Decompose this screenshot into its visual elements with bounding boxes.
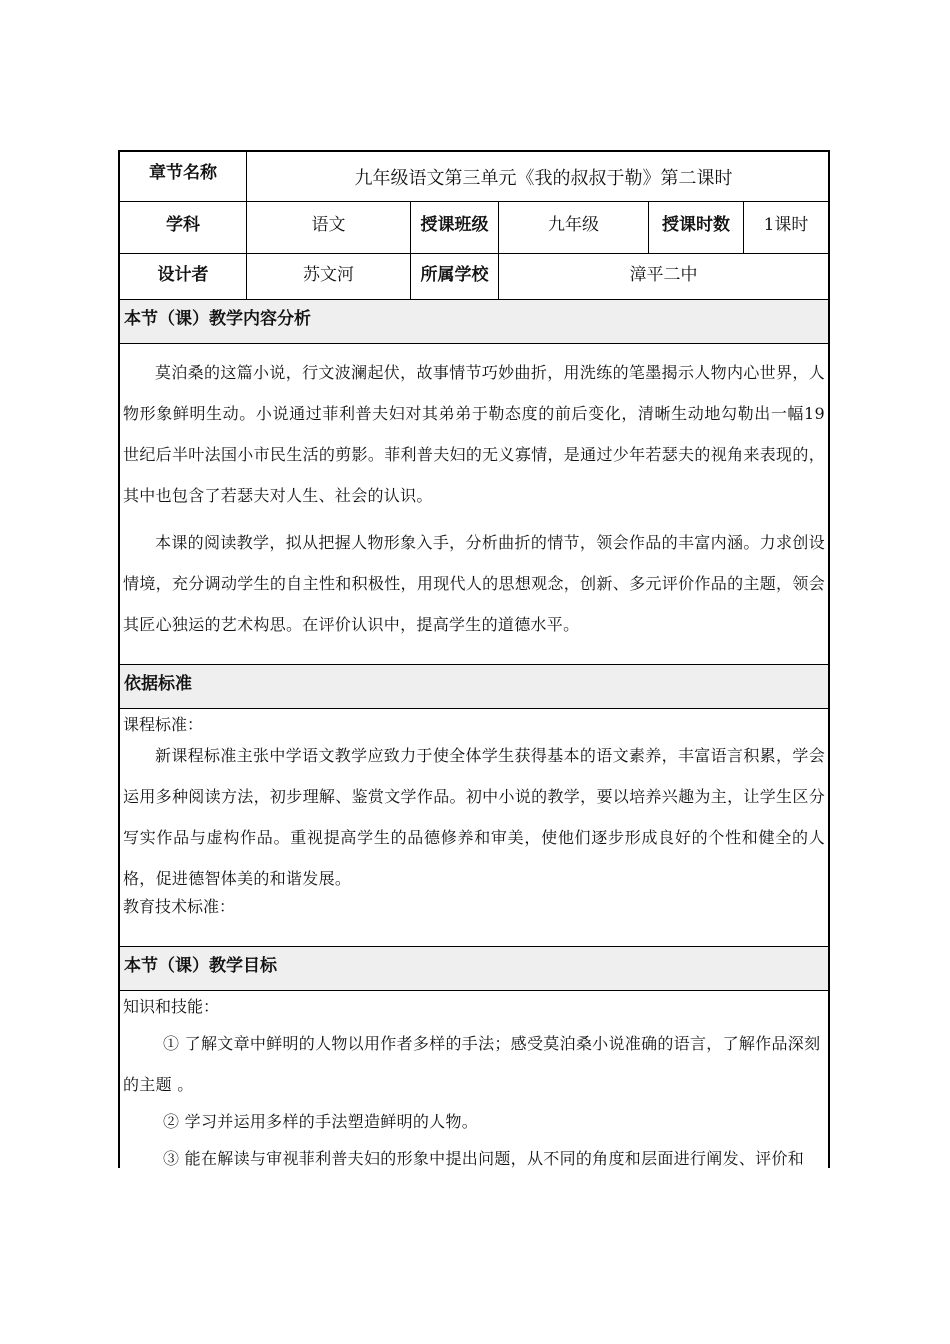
curriculum-text: 新课程标准主张中学语文教学应致力于使全体学生获得基本的语文素养，丰富语言积累，学会运用多种阅读方法，初步理解、鉴赏文学作品。初中小说的教学，要以培养兴趣为主，让学生区分写实作品与虚构作品。重视提高学生的品德修养和审美，使他们逐步形成良好的个性和健全的人格，促进德智体美的和谐发展。 (123, 746, 825, 888)
school-value: 漳平二中 (629, 265, 698, 285)
objective-item-1: ① 了解文章中鲜明的人物以用作者多样的手法；感受莫泊桑小说准确的语言，了解作品深刻的主题 。 (123, 1034, 821, 1094)
class-label: 授课班级 (411, 202, 499, 253)
subject-label: 学科 (120, 202, 247, 253)
chapter-label: 章节名称 (120, 152, 247, 201)
subject-row (120, 202, 828, 254)
objective-item-3: ③ 能在解读与审视菲利普夫妇的形象中提出问题，从不同的角度和层面进行阐发、评价和 (163, 1149, 805, 1168)
analysis-paragraph-2: 本课的阅读教学，拟从把握人物形象入手，分析曲折的情节，领会作品的丰富内涵。力求创设情境，充分调动学生的自主性和积极性，用现代人的思想观念，创新、多元评价作品的主题，领会其匠心独运的艺术构思。在评价认识中，提高学生的道德水平。 (123, 533, 825, 634)
analysis-body (120, 344, 828, 665)
chapter-value: 九年级语文第三单元《我的叔叔于勒》第二课时 (354, 167, 733, 189)
objectives-body (120, 991, 828, 1168)
analysis-heading: 本节（课）教学内容分析 (120, 300, 828, 344)
chapter-row (120, 152, 828, 202)
designer-value: 苏文河 (247, 254, 411, 299)
school-label: 所属学校 (411, 254, 499, 299)
knowledge-label: 知识和技能： (123, 997, 220, 1016)
standards-heading: 依据标准 (120, 665, 828, 709)
analysis-paragraph-1: 莫泊桑的这篇小说，行文波澜起伏，故事情节巧妙曲折，用洗练的笔墨揭示人物内心世界，人物形象鲜明生动。小说通过菲利普夫妇对其弟弟于勒态度的前后变化，清晰生动地勾勒出一幅19世纪后半叶法国小市民生活的剪影。菲利普夫妇的无义寡情，是通过少年若瑟夫的视角来表现的，其中也包含了若瑟夫对人生、社会的认识。 (123, 363, 825, 505)
tech-standard-label: 教育技术标准： (123, 897, 236, 916)
objective-item-2: ② 学习并运用多样的手法塑造鲜明的人物。 (163, 1112, 479, 1131)
designer-label: 设计者 (120, 254, 247, 299)
objectives-heading: 本节（课）教学目标 (120, 947, 828, 991)
standards-body (120, 709, 828, 947)
subject-value: 语文 (247, 202, 411, 253)
hours-label: 授课时数 (649, 202, 744, 253)
class-value: 九年级 (499, 202, 649, 253)
designer-row (120, 254, 828, 300)
hours-value: 1课时 (763, 215, 809, 235)
lesson-plan-table (118, 150, 830, 1168)
curriculum-label: 课程标准： (123, 715, 204, 734)
